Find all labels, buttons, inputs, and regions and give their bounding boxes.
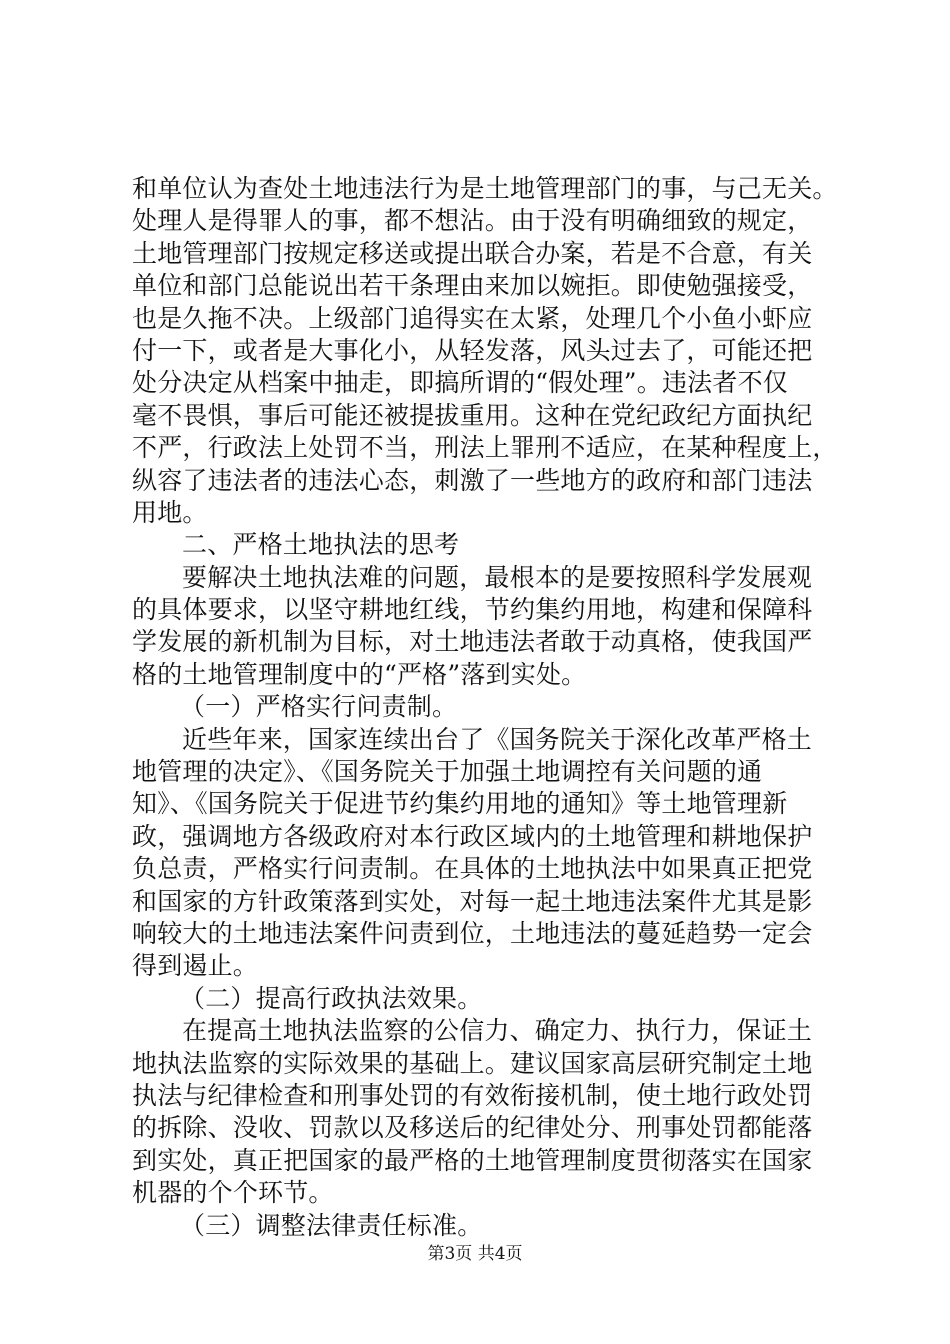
text-line: 和国家的方针政策落到实处，对每一起土地违法案件尤其是影 [132,886,813,916]
text-line: 付一下，或者是大事化小，从轻发落，风头过去了，可能还把 [132,335,813,365]
subsection-heading: （三）调整法律责任标准。 [180,1210,483,1240]
text-line: 知》、《国务院关于促进节约集约用地的通知》等土地管理新 [132,789,788,819]
paragraph-first-line: 要解决土地执法难的问题，最根本的是要按照科学发展观 [182,562,813,592]
text-line: 毫不畏惧，事后可能还被提拔重用。这种在党纪政纪方面执纪 [132,400,813,430]
text-line: 单位和部门总能说出若干条理由来加以婉拒。即使勉强接受， [132,271,813,301]
text-line: 地管理的决定》、《国务院关于加强土地调控有关问题的通 [132,757,763,787]
text-line: 处理人是得罪人的事，都不想沾。由于没有明确细致的规定， [132,206,813,236]
text-line: 机器的个个环节。 [132,1178,334,1208]
paragraph-first-line: 在提高土地执法监察的公信力、确定力、执行力，保证土 [182,1016,813,1046]
text-line: 纵容了违法者的违法心态，刺激了一些地方的政府和部门违法 [132,465,813,495]
text-line: 也是久拖不决。上级部门追得实在太紧，处理几个小鱼小虾应 [132,303,813,333]
paragraph-first-line: 近些年来，国家连续出台了《国务院关于深化改革严格土 [182,724,813,754]
text-line: 响较大的土地违法案件问责到位，土地违法的蔓延趋势一定会 [132,918,813,948]
page-footer: 第3页 共4页 [427,1244,523,1264]
subsection-heading: （一）严格实行问责制。 [180,692,458,722]
text-line: 用地。 [132,497,208,527]
text-line: 学发展的新机制为目标，对土地违法者敢于动真格，使我国严 [132,627,813,657]
text-line: 政，强调地方各级政府对本行政区域内的土地管理和耕地保护 [132,821,813,851]
text-line: 的拆除、没收、罚款以及移送后的纪律处分、刑事处罚都能落 [132,1113,813,1143]
text-line: 负总责，严格实行问责制。在具体的土地执法中如果真正把党 [132,854,813,884]
text-line: 地执法监察的实际效果的基础上。建议国家高层研究制定土地 [132,1048,813,1078]
text-line: 到实处，真正把国家的最严格的土地管理制度贯彻落实在国家 [132,1145,813,1175]
text-line: 得到遏止。 [132,951,259,981]
text-line: 处分决定从档案中抽走，即搞所谓的“假处理”。违法者不仅 [132,368,788,398]
text-line: 不严，行政法上处罚不当，刑法上罪刑不适应，在某种程度上， [132,433,838,463]
text-line: 土地管理部门按规定移送或提出联合办案，若是不合意，有关 [132,238,813,268]
subsection-heading: （二）提高行政执法效果。 [180,983,483,1013]
text-line: 和单位认为查处土地违法行为是土地管理部门的事，与己无关。 [132,174,838,203]
text-line: 的具体要求，以坚守耕地红线，节约集约用地，构建和保障科 [132,595,813,625]
section-heading: 二、严格土地执法的思考 [182,530,460,560]
text-line: 执法与纪律检查和刑事处罚的有效衔接机制，使土地行政处罚 [132,1080,813,1110]
text-line: 格的土地管理制度中的“严格”落到实处。 [132,659,587,689]
body-text [132,173,838,1242]
